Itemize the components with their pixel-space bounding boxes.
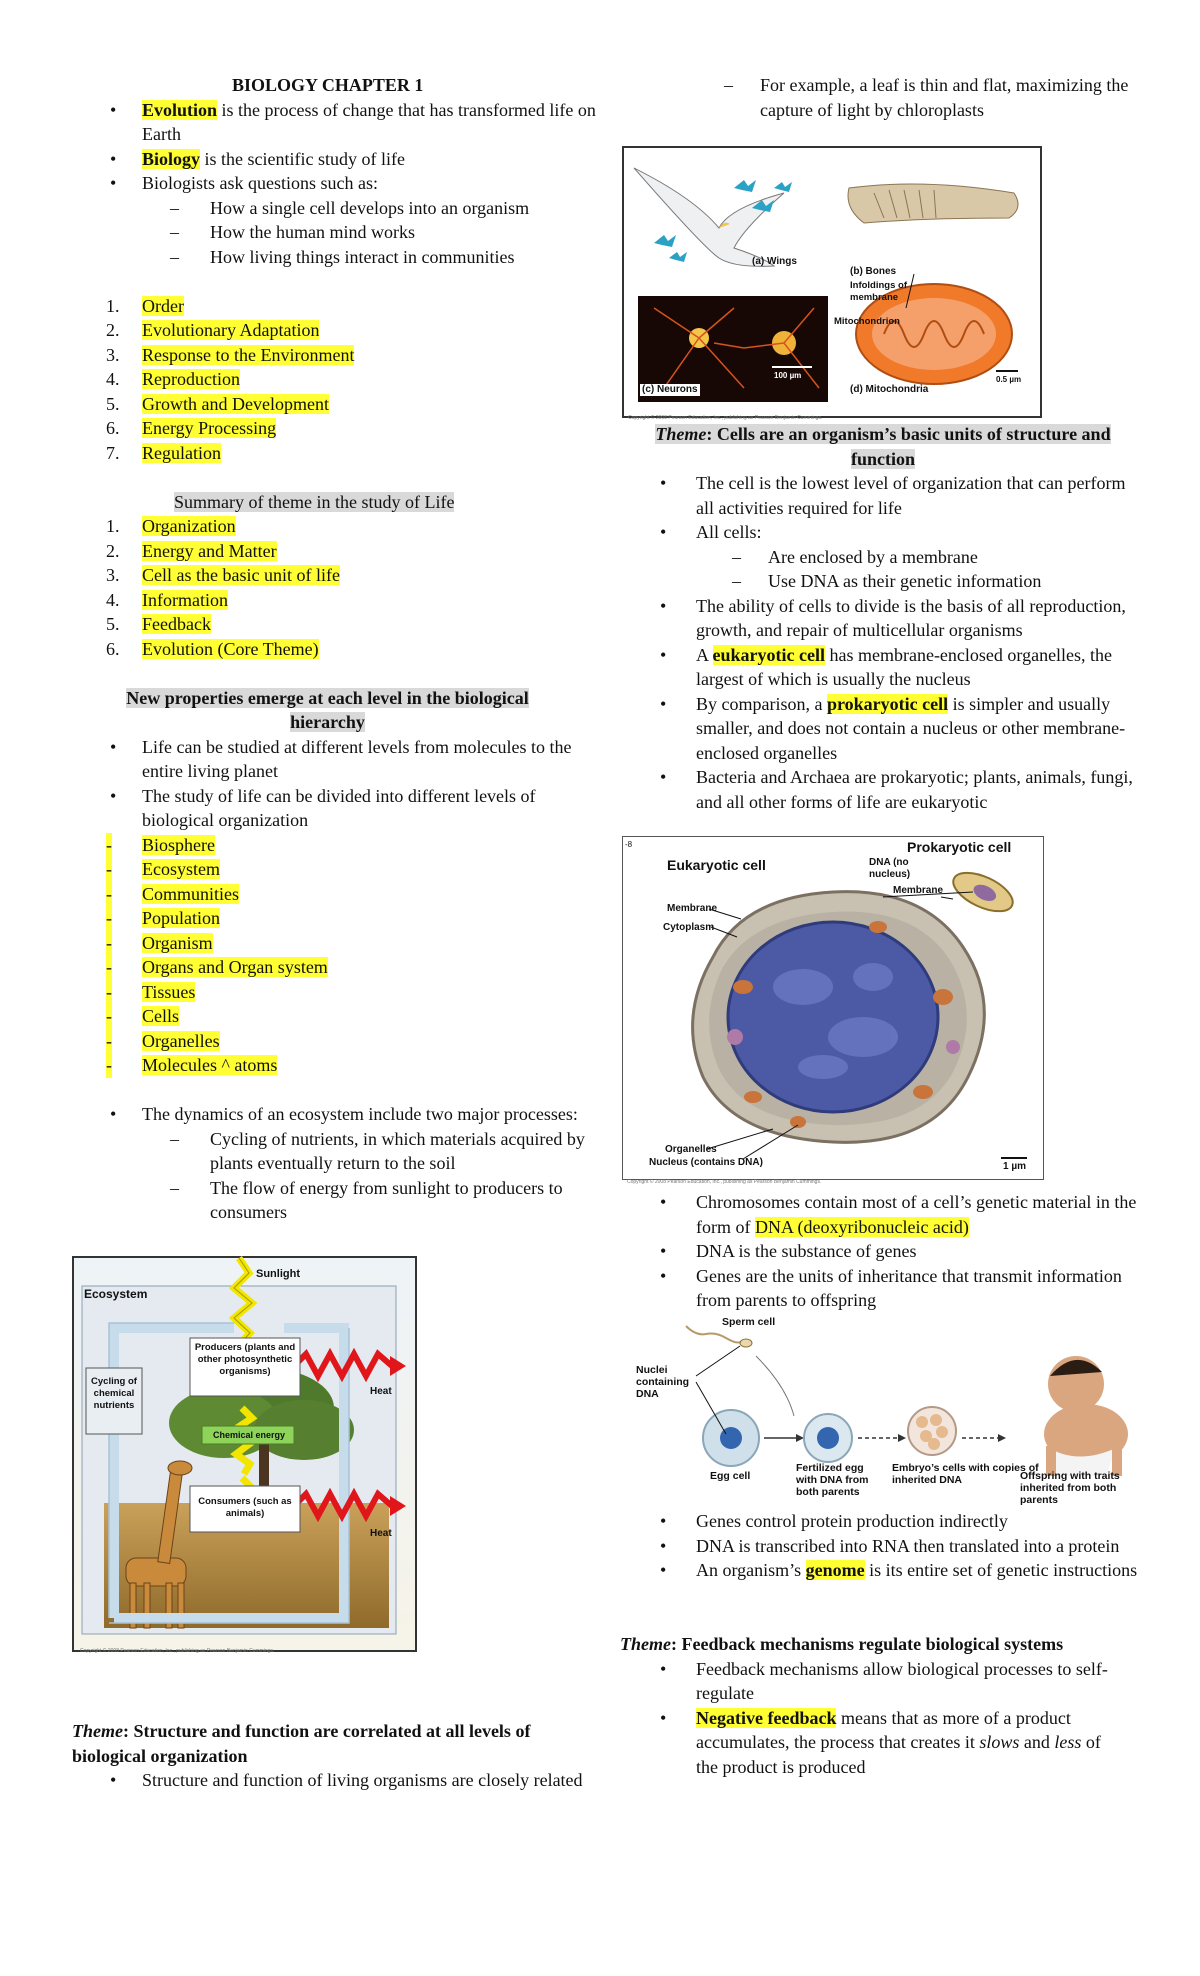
level-label: Population [142,908,221,928]
level-label: Biosphere [142,834,215,855]
sperm-cell-label: Sperm cell [722,1316,776,1328]
prokaryotic-cell-label: Prokaryotic cell [907,839,1012,855]
bullet-text: Bacteria and Archaea are prokaryotic; plants, animals, fungi, and all other forms of life are eukaryotic [696,767,1133,812]
list-item: 1. Order [106,295,184,316]
mitochondrion-label: Mitochondrion [834,316,900,327]
bullet-text: The study of life can be divided into different levels of biological organization [142,785,536,830]
bullet-self-regulate: • Feedback mechanisms allow biological processes to self-regulate [660,1658,1108,1703]
level-label: Organs and Organ system [142,957,328,977]
theme-label: Organization [142,516,236,536]
bullet-text: Life can be studied at different levels from molecules to the entire living planet [142,736,572,781]
theme-label: Energy and Matter [142,540,277,561]
mitochondria-label: (d) Mitochondria [850,384,929,395]
term-genome: genome [805,1560,865,1580]
level-label: Ecosystem [142,859,220,879]
cell-scale-label: 1 µm [1003,1161,1026,1172]
bullet-levels-study: • Life can be studied at different levels from molecules to the entire living planet [110,736,572,781]
bullet-divide: • The ability of cells to divide is the basis of all reproduction, growth, and repair of multicellular organisms [660,595,1126,640]
feedback-section [620,1632,1140,1779]
bullet-text: The ability of cells to divide is the basis of all reproduction, growth, and repair of multicellular organisms [696,595,1126,640]
list-item: - Molecules ^ atoms [100,1053,600,1078]
biology-definition: is the scientific study of life [200,148,405,169]
question-text: How a single cell develops into an organism [210,197,530,218]
sub-bullet-text: The flow of energy from sunlight to producers to consumers [210,1177,563,1222]
term-prokaryotic-cell: prokaryotic cell [826,693,949,714]
bullet-text: Genes control protein production indirectly [696,1511,1008,1531]
bullet-levels-divide: • The study of life can be divided into different levels of biological organization [110,785,536,830]
bullet-text: Structure and function of living organisms are closely related [142,1770,583,1790]
structure-section [72,1719,592,1793]
theme-label: Cell as the basic unit of life [142,565,340,585]
property-label: Regulation [142,442,221,463]
bullet-prokaryotic: • By comparison, a prokaryotic cell is simpler and usually smaller, and does not contain a nucleus or other membrane-enclosed organelles [660,693,1126,763]
figure-copyright: Copyright © 2008 Pearson Education, Inc., publishing as Pearson Benjamin Cummings. [628,415,823,421]
property-label: Evolutionary Adaptation [142,320,320,340]
figure-copyright: Copyright © 2008 Pearson Education, Inc., publishing as Pearson Benjamin Cummings. [80,1648,275,1654]
bullet-text: Feedback mechanisms allow biological processes to self-regulate [696,1658,1108,1703]
term-biology: Biology [142,148,201,169]
cycling-label: Cycling of chemical nutrients [91,1376,137,1411]
theme-label: Feedback [142,614,211,634]
properties-list [100,294,600,466]
nuclei-label: Nuclei containing DNA [636,1364,690,1400]
list-item: - Tissues [100,980,600,1005]
fertilized-egg-label: Fertilized egg with DNA from both parents [796,1462,869,1498]
bullet-chromosomes: • Chromosomes contain most of a cell’s genetic material in the form of DNA (deoxyribonucleic acid) [660,1192,1137,1237]
cell-illustration [623,837,1043,1179]
property-label: Order [142,295,184,316]
sub-bullet-text: Use DNA as their genetic information [768,571,1042,591]
sub-bullet: – How the human mind works [170,222,415,242]
bullet-dna-genes: • DNA is the substance of genes [660,1241,917,1261]
sub-bullet: – Cycling of nutrients, in which materials acquired by plants eventually return to the soil [170,1128,585,1173]
evolution-definition: is the process of change that has transformed life on Earth [142,99,596,144]
property-label: Growth and Development [142,393,329,414]
list-item: - Biosphere [100,833,600,858]
level-label: Molecules ^ atoms [142,1055,278,1075]
offspring-label: Offspring with traits inherited from both parents [1020,1470,1120,1506]
bullet-text: DNA is the substance of genes [696,1241,917,1261]
list-item: 1. Organization [106,516,236,536]
cells-section [628,422,1138,814]
bullet-text: Genes are the units of inheritance that transmit information from parents to offspring [696,1265,1122,1310]
list-item: - Organism [100,931,600,956]
list-item: 4. Reproduction [106,369,240,389]
theme-label: Evolution (Core Theme) [142,638,319,659]
list-item: 4. Information [106,589,228,610]
bullet-lowest-level: • The cell is the lowest level of organization that can perform all activities required for life [660,473,1126,518]
structure-function-figure [622,146,1042,421]
sub-bullet: – How living things interact in communities [170,246,515,267]
bullet-transcription: • DNA is transcribed into RNA then translated into a protein [660,1535,1120,1556]
sub-bullet: – How a single cell develops into an organism [170,197,530,218]
list-item: - Ecosystem [100,857,600,882]
bullet-genes-inheritance: • Genes are the units of inheritance that transmit information from parents to offspring [660,1265,1122,1310]
nucleus-label: Nucleus (contains DNA) [649,1157,763,1168]
list-item: - Population [100,906,600,931]
term-negative-feedback: Negative feedback [696,1707,837,1728]
embryo-label: Embryo’s cells with copies of inherited DNA [892,1462,1039,1486]
emerge-heading-line-2: hierarchy [290,712,365,732]
heat-label: Heat [370,1528,392,1539]
sub-bullet-text: Cycling of nutrients, in which materials acquired by plants eventually return to the soil [210,1128,585,1173]
list-item: - Organs and Organ system [100,955,600,980]
eukaryotic-cell-label: Eukaryotic cell [667,857,766,873]
structure-function-illustration [624,148,1040,416]
sunlight-label: Sunlight [256,1268,300,1280]
question-text: How the human mind works [210,222,415,242]
feedback-heading: Theme: Feedback mechanisms regulate biological systems [620,1634,1064,1654]
summary-heading: Summary of theme in the study of Life [174,491,455,512]
level-label: Organism [142,932,213,953]
ecosystem-illustration [74,1258,415,1650]
eukaryotic-membrane-label: Membrane [667,903,718,914]
level-label: Communities [142,883,240,904]
sub-bullet-text: Are enclosed by a membrane [768,546,978,567]
sub-bullet: – Are enclosed by a membrane [732,546,978,567]
bullet-evolution [100,98,600,147]
term-evolution: Evolution [142,99,218,120]
mito-scale-label: 0.5 µm [996,375,1022,384]
page-title: BIOLOGY CHAPTER 1 [232,75,424,95]
bullet-text: DNA is transcribed into RNA then translated into a protein [696,1535,1120,1556]
ecosystem-figure [72,1256,417,1652]
list-item: 7. Regulation [106,442,221,463]
list-item: 5. Feedback [106,614,211,634]
term-eukaryotic-cell: eukaryotic cell [712,644,825,665]
left-column [100,73,600,1225]
bullet-marker: • [110,173,117,193]
prokaryotic-membrane-label: Membrane [893,885,944,896]
bullet-genome: • An organism’s genome is its entire set of genetic instructions [660,1560,1138,1580]
bullet-marker: • [110,148,117,169]
cells-heading-line-2: function [850,448,915,469]
property-label: Response to the Environment [142,344,355,365]
egg-cell-label: Egg cell [710,1470,751,1482]
example-sub-bullet: – For example, a leaf is thin and flat, maximizing the capture of light by chloroplasts [724,75,1129,120]
bullet-structure: • Structure and function of living organisms are closely related [110,1770,583,1790]
bullet-biology [100,147,600,172]
emerge-heading [100,686,555,735]
bullet-questions [100,171,600,196]
theme-label: Information [142,589,228,610]
genes-section [628,1509,1138,1583]
sub-bullet: – Use DNA as their genetic information [732,571,1042,591]
bullet-bacteria: • Bacteria and Archaea are prokaryotic; plants, animals, fungi, and all other forms of life are eukaryotic [660,767,1133,812]
list-item: - Organelles [100,1029,600,1054]
neurons-label: (c) Neurons [642,384,698,395]
list-item: 3. Cell as the basic unit of life [106,565,340,585]
heat-label: Heat [370,1386,392,1397]
list-item: 2. Energy and Matter [106,540,277,561]
level-label: Organelles [142,1030,220,1051]
list-item: 5. Growth and Development [106,393,329,414]
list-item: - Communities [100,882,600,907]
themes-list [100,514,600,661]
property-label: Energy Processing [142,418,277,438]
dna-label: DNA (no nucleus) [869,857,911,880]
producers-label: Producers (plants and other photosynthetic organisms) [194,1342,296,1377]
structure-heading: Theme: Structure and function are correlated at all levels of biological organization [72,1721,531,1766]
list-item: 2. Evolutionary Adaptation [106,320,320,340]
chemical-energy-label: Chemical energy [212,1430,286,1440]
cell-figure [622,836,1044,1185]
figure-copyright: Copyright © 2008 Pearson Education, Inc., publishing as Pearson Benjamin Cummings. [627,1179,822,1185]
organelles-label: Organelles [665,1144,717,1155]
bullet-negative-feedback: • Negative feedback means that as more of a product accumulates, the process that creates it slows and less of the product is produced [660,1707,1101,1777]
bullet-eukaryotic: • A eukaryotic cell has membrane-enclosed organelles, the largest of which is usually the nucleus [660,644,1113,689]
question-text: How living things interact in communities [210,246,515,267]
wings-label: (a) Wings [752,256,797,267]
level-label: Cells [142,1006,180,1026]
figure-corner-label: -8 [625,840,633,849]
bullet-text: The dynamics of an ecosystem include two major processes: [142,1104,578,1124]
inheritance-figure [636,1316,1156,1504]
property-label: Reproduction [142,369,240,389]
list-item: 6. Evolution (Core Theme) [106,638,319,659]
bullet-marker: • [110,99,117,120]
neurons-scale-label: 100 µm [774,371,802,380]
dna-section [628,1190,1138,1313]
level-label: Tissues [142,981,196,1002]
sub-bullet: – The flow of energy from sunlight to producers to consumers [170,1177,563,1222]
bullet-dynamics: • The dynamics of an ecosystem include two major processes: [110,1104,578,1124]
bullet-text: The cell is the lowest level of organization that can perform all activities required for life [696,473,1126,518]
ecosystem-label: Ecosystem [84,1287,148,1301]
list-item: 6. Energy Processing [106,418,277,438]
cells-heading: Theme: Cells are an organism’s basic units of structure and function [655,424,1111,469]
term-dna: DNA (deoxyribonucleic acid) [754,1216,969,1237]
bullet-text: All cells: [696,522,762,542]
bullet-all-cells: • All cells: [660,522,762,542]
infoldings-label: Infoldings of membrane [850,280,907,303]
example-text: For example, a leaf is thin and flat, maximizing the capture of light by chloroplasts [760,75,1129,120]
consumers-label: Consumers (such as animals) [198,1496,292,1519]
list-item: - Cells [100,1004,600,1029]
cytoplasm-label: Cytoplasm [663,922,715,933]
bullet-protein-production: • Genes control protein production indirectly [660,1511,1008,1531]
questions-intro: Biologists ask questions such as: [142,173,379,193]
list-item: 3. Response to the Environment [106,344,355,365]
hierarchy-levels-list [100,833,600,1078]
bones-label: (b) Bones [850,266,897,277]
emerge-heading-line-1: New properties emerge at each level in the biological [126,687,529,708]
